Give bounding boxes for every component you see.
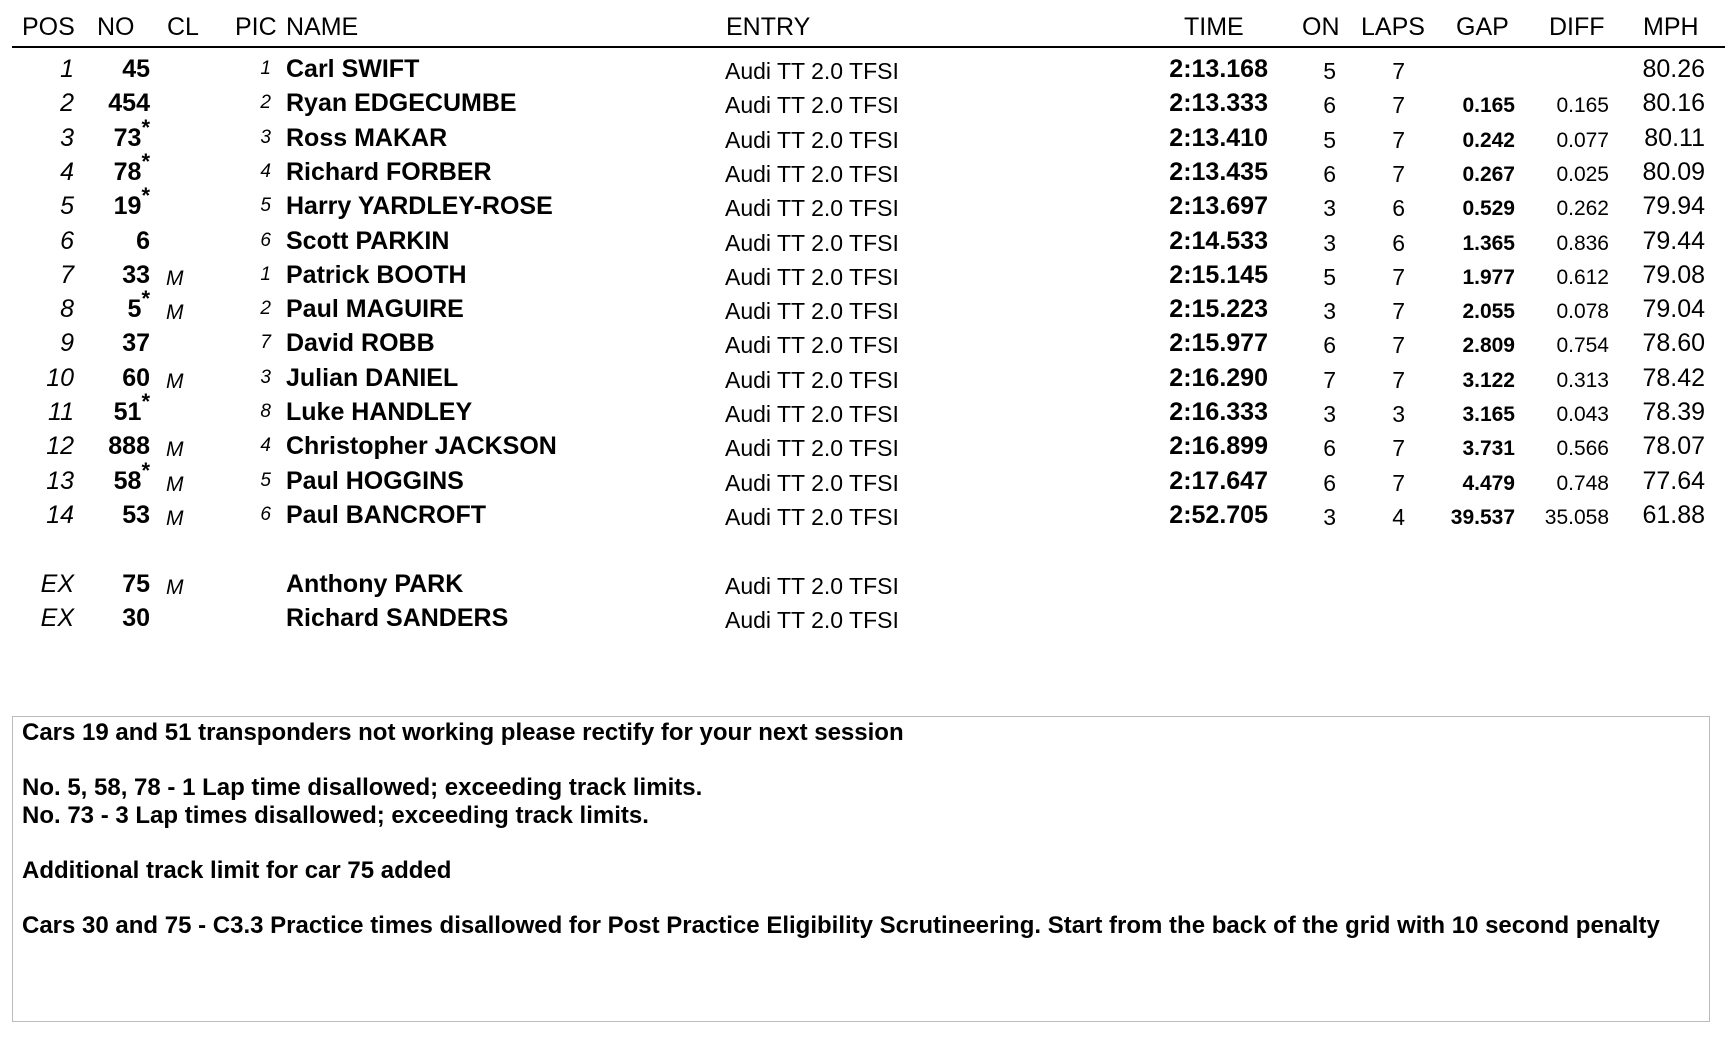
cell-name: Christopher JACKSON — [286, 432, 557, 460]
cell-pos: 4 — [60, 158, 74, 186]
cell-pos: 5 — [60, 192, 74, 220]
cell-mph: 79.04 — [1642, 295, 1705, 323]
cell-gap: 3.731 — [1462, 437, 1515, 460]
result-row — [0, 498, 1728, 532]
cell-pic: 6 — [260, 230, 271, 251]
cell-laps: 7 — [1392, 332, 1405, 358]
cell-mph: 80.09 — [1642, 158, 1705, 186]
cell-pos: 12 — [46, 432, 74, 460]
cell-time: 2:13.697 — [1169, 192, 1268, 220]
result-row — [0, 458, 1728, 498]
cell-name: Ryan EDGECUMBE — [286, 89, 517, 117]
cell-mph: 78.07 — [1642, 432, 1705, 460]
cell-laps: 7 — [1392, 127, 1405, 153]
cell-no — [122, 567, 150, 602]
cell-time: 2:15.145 — [1169, 261, 1268, 289]
notes-box — [12, 716, 1710, 1022]
cell-pic: 7 — [260, 332, 271, 353]
cell-pos: 8 — [60, 295, 74, 323]
cell-mph: 79.94 — [1642, 192, 1705, 220]
cell-pos: 1 — [60, 55, 74, 83]
cell-diff: 0.165 — [1556, 94, 1609, 117]
result-row — [0, 286, 1728, 326]
result-row — [0, 183, 1728, 223]
cell-laps: 7 — [1392, 367, 1405, 393]
cell-on: 3 — [1323, 504, 1336, 530]
result-row — [0, 224, 1728, 258]
cell-name: Patrick BOOTH — [286, 261, 467, 289]
cell-name: Scott PARKIN — [286, 227, 450, 255]
cell-diff: 0.566 — [1556, 437, 1609, 460]
car-number: 53 — [122, 501, 150, 529]
cell-laps: 6 — [1392, 195, 1405, 221]
result-row — [0, 429, 1728, 463]
cell-pic: 6 — [260, 504, 271, 525]
cell-mph: 80.26 — [1642, 55, 1705, 83]
result-row — [0, 258, 1728, 292]
cell-entry: Audi TT 2.0 TFSI — [725, 58, 899, 84]
car-number: 454 — [108, 89, 150, 117]
cell-cl: M — [166, 370, 184, 393]
car-number: 73 — [113, 124, 142, 152]
cell-entry: Audi TT 2.0 TFSI — [725, 435, 899, 461]
note-track-limits-1: No. 5, 58, 78 - 1 Lap time disallowed; exceeding track limits. — [22, 774, 703, 801]
car-number: 58 — [113, 467, 142, 495]
cell-cl: M — [166, 576, 184, 599]
car-number: 33 — [122, 261, 150, 289]
asterisk-mark: * — [141, 286, 150, 311]
excluded-row — [0, 601, 1728, 635]
cell-laps: 3 — [1392, 401, 1405, 427]
cell-no — [113, 183, 150, 224]
cell-mph: 77.64 — [1642, 467, 1705, 495]
cell-name: Richard SANDERS — [286, 604, 509, 632]
cell-gap: 0.267 — [1462, 163, 1515, 186]
car-number: 30 — [122, 604, 150, 632]
cell-diff: 0.836 — [1556, 232, 1609, 255]
cell-on: 5 — [1323, 58, 1336, 84]
cell-name: Luke HANDLEY — [286, 398, 473, 426]
cell-laps: 7 — [1392, 264, 1405, 290]
cell-cl: M — [166, 301, 184, 324]
car-number: 60 — [122, 364, 150, 392]
cell-pic: 5 — [260, 195, 271, 216]
cell-pos: 14 — [46, 501, 74, 529]
cell-gap: 0.529 — [1462, 197, 1515, 220]
header-diff: DIFF — [1549, 13, 1605, 41]
cell-mph: 78.42 — [1642, 364, 1705, 392]
car-number: 888 — [108, 432, 150, 460]
cell-pos: 2 — [60, 89, 74, 117]
note-track-limits-2: No. 73 - 3 Lap times disallowed; exceeding track limits. — [22, 802, 649, 829]
cell-mph: 80.16 — [1642, 89, 1705, 117]
cell-on: 6 — [1323, 470, 1336, 496]
cell-pos: 13 — [46, 467, 74, 495]
cell-entry: Audi TT 2.0 TFSI — [725, 607, 899, 633]
cell-cl: M — [166, 267, 184, 290]
cell-diff: 0.754 — [1556, 334, 1609, 357]
header-laps: LAPS — [1361, 13, 1425, 41]
note-transponders: Cars 19 and 51 transponders not working please rectify for your next session — [22, 719, 904, 746]
cell-pic: 8 — [260, 401, 271, 422]
result-row — [0, 115, 1728, 155]
cell-laps: 6 — [1392, 230, 1405, 256]
cell-gap: 39.537 — [1450, 506, 1515, 529]
cell-mph: 78.39 — [1642, 398, 1705, 426]
cell-diff: 35.058 — [1544, 506, 1609, 529]
cell-diff: 0.313 — [1556, 369, 1609, 392]
cell-pos: EX — [40, 604, 74, 632]
cell-on: 3 — [1323, 298, 1336, 324]
cell-pos: 10 — [46, 364, 74, 392]
cell-laps: 7 — [1392, 58, 1405, 84]
asterisk-mark: * — [141, 458, 150, 483]
cell-laps: 7 — [1392, 161, 1405, 187]
cell-entry: Audi TT 2.0 TFSI — [725, 92, 899, 118]
cell-name: Paul MAGUIRE — [286, 295, 464, 323]
cell-laps: 4 — [1392, 504, 1405, 530]
cell-entry: Audi TT 2.0 TFSI — [725, 127, 899, 153]
cell-diff: 0.748 — [1556, 472, 1609, 495]
header-on: ON — [1302, 13, 1340, 41]
cell-on: 3 — [1323, 401, 1336, 427]
car-number: 19 — [113, 192, 142, 220]
cell-entry: Audi TT 2.0 TFSI — [725, 401, 899, 427]
note-eligibility: Cars 30 and 75 - C3.3 Practice times disallowed for Post Practice Eligibility Scrutineering. Start from the back of the grid with 10 second penalty — [22, 912, 1660, 939]
cell-laps: 7 — [1392, 92, 1405, 118]
cell-time: 2:14.533 — [1169, 227, 1268, 255]
cell-time: 2:17.647 — [1169, 467, 1268, 495]
cell-no — [127, 286, 150, 327]
cell-entry: Audi TT 2.0 TFSI — [725, 504, 899, 530]
cell-pos: EX — [40, 570, 74, 598]
cell-pos: 11 — [48, 398, 74, 426]
cell-pic: 1 — [260, 264, 271, 285]
header-divider — [12, 46, 1725, 48]
cell-pic: 2 — [260, 298, 271, 319]
cell-entry: Audi TT 2.0 TFSI — [725, 573, 899, 599]
excluded-row — [0, 567, 1728, 601]
cell-gap: 2.809 — [1462, 334, 1515, 357]
cell-mph: 79.08 — [1642, 261, 1705, 289]
cell-pic: 4 — [260, 435, 271, 456]
cell-pic: 2 — [260, 92, 271, 113]
header-pic: PIC — [235, 13, 277, 41]
cell-time: 2:13.410 — [1169, 124, 1268, 152]
result-row — [0, 149, 1728, 189]
car-number: 37 — [122, 329, 150, 357]
cell-pos: 3 — [60, 124, 74, 152]
cell-name: David ROBB — [286, 329, 435, 357]
cell-laps: 7 — [1392, 435, 1405, 461]
result-row — [0, 86, 1728, 120]
cell-name: Richard FORBER — [286, 158, 492, 186]
cell-gap: 3.165 — [1462, 403, 1515, 426]
cell-name: Paul BANCROFT — [286, 501, 486, 529]
cell-diff: 0.612 — [1556, 266, 1609, 289]
cell-cl: M — [166, 438, 184, 461]
cell-gap: 4.479 — [1462, 472, 1515, 495]
cell-pic: 3 — [260, 127, 271, 148]
cell-pos: 7 — [60, 261, 74, 289]
car-number: 45 — [122, 55, 150, 83]
cell-entry: Audi TT 2.0 TFSI — [725, 367, 899, 393]
cell-time: 2:16.290 — [1169, 364, 1268, 392]
asterisk-mark: * — [141, 389, 150, 414]
car-number: 5 — [127, 295, 142, 323]
result-row — [0, 361, 1728, 395]
cell-time: 2:16.899 — [1169, 432, 1268, 460]
cell-pic: 3 — [260, 367, 271, 388]
cell-laps: 7 — [1392, 470, 1405, 496]
cell-gap: 2.055 — [1462, 300, 1515, 323]
asterisk-mark: * — [141, 183, 150, 208]
cell-name: Paul HOGGINS — [286, 467, 464, 495]
cell-entry: Audi TT 2.0 TFSI — [725, 230, 899, 256]
cell-name: Carl SWIFT — [286, 55, 420, 83]
cell-diff: 0.262 — [1556, 197, 1609, 220]
cell-gap: 1.977 — [1462, 266, 1515, 289]
result-row — [0, 389, 1728, 429]
cell-pos: 9 — [60, 329, 74, 357]
header-gap: GAP — [1456, 13, 1509, 41]
cell-no — [122, 52, 150, 87]
asterisk-mark: * — [141, 115, 150, 140]
cell-on: 3 — [1323, 230, 1336, 256]
asterisk-mark: * — [141, 149, 150, 174]
header-time: TIME — [1184, 13, 1244, 41]
header-entry: ENTRY — [726, 13, 811, 41]
cell-time: 2:13.333 — [1169, 89, 1268, 117]
cell-diff: 0.043 — [1556, 403, 1609, 426]
cell-on: 6 — [1323, 92, 1336, 118]
car-number: 51 — [113, 398, 142, 426]
cell-mph: 61.88 — [1642, 501, 1705, 529]
cell-name: Julian DANIEL — [286, 364, 459, 392]
cell-name: Anthony PARK — [286, 570, 464, 598]
cell-diff: 0.025 — [1556, 163, 1609, 186]
cell-on: 6 — [1323, 435, 1336, 461]
car-number: 6 — [136, 227, 150, 255]
cell-pos: 6 — [60, 227, 74, 255]
results-header — [0, 0, 1728, 49]
cell-on: 3 — [1323, 195, 1336, 221]
cell-name: Ross MAKAR — [286, 124, 448, 152]
header-no: NO — [97, 13, 135, 41]
cell-diff: 0.078 — [1556, 300, 1609, 323]
cell-time: 2:15.977 — [1169, 329, 1268, 357]
cell-entry: Audi TT 2.0 TFSI — [725, 264, 899, 290]
cell-diff: 0.077 — [1556, 129, 1609, 152]
cell-on: 6 — [1323, 161, 1336, 187]
cell-name: Harry YARDLEY-ROSE — [286, 192, 553, 220]
cell-cl: M — [166, 473, 184, 496]
result-row — [0, 326, 1728, 360]
cell-gap: 0.242 — [1462, 129, 1515, 152]
cell-time: 2:13.435 — [1169, 158, 1268, 186]
cell-mph: 79.44 — [1642, 227, 1705, 255]
header-name: NAME — [286, 13, 359, 41]
cell-no — [113, 389, 150, 430]
cell-entry: Audi TT 2.0 TFSI — [725, 195, 899, 221]
cell-cl: M — [166, 507, 184, 530]
cell-on: 7 — [1323, 367, 1336, 393]
car-number: 75 — [122, 570, 150, 598]
header-cl: CL — [167, 13, 199, 41]
cell-no — [122, 601, 150, 636]
cell-gap: 3.122 — [1462, 369, 1515, 392]
header-pos: POS — [22, 13, 75, 41]
cell-entry: Audi TT 2.0 TFSI — [725, 470, 899, 496]
cell-pic: 4 — [260, 161, 271, 182]
cell-pic: 5 — [260, 470, 271, 491]
cell-gap: 0.165 — [1462, 94, 1515, 117]
cell-time: 2:16.333 — [1169, 398, 1268, 426]
cell-entry: Audi TT 2.0 TFSI — [725, 332, 899, 358]
cell-time: 2:15.223 — [1169, 295, 1268, 323]
cell-on: 5 — [1323, 264, 1336, 290]
result-row — [0, 52, 1728, 86]
cell-pic: 1 — [260, 58, 271, 79]
cell-mph: 80.11 — [1644, 124, 1705, 152]
cell-gap: 1.365 — [1462, 232, 1515, 255]
car-number: 78 — [113, 158, 142, 186]
cell-no — [136, 224, 150, 259]
header-mph: MPH — [1643, 13, 1699, 41]
cell-entry: Audi TT 2.0 TFSI — [725, 298, 899, 324]
note-additional-limit: Additional track limit for car 75 added — [22, 857, 452, 884]
cell-mph: 78.60 — [1642, 329, 1705, 357]
cell-time: 2:13.168 — [1169, 55, 1268, 83]
cell-no — [122, 326, 150, 361]
cell-on: 5 — [1323, 127, 1336, 153]
cell-laps: 7 — [1392, 298, 1405, 324]
cell-no — [113, 458, 150, 499]
cell-time: 2:52.705 — [1169, 501, 1268, 529]
cell-on: 6 — [1323, 332, 1336, 358]
cell-no — [122, 498, 150, 533]
cell-entry: Audi TT 2.0 TFSI — [725, 161, 899, 187]
